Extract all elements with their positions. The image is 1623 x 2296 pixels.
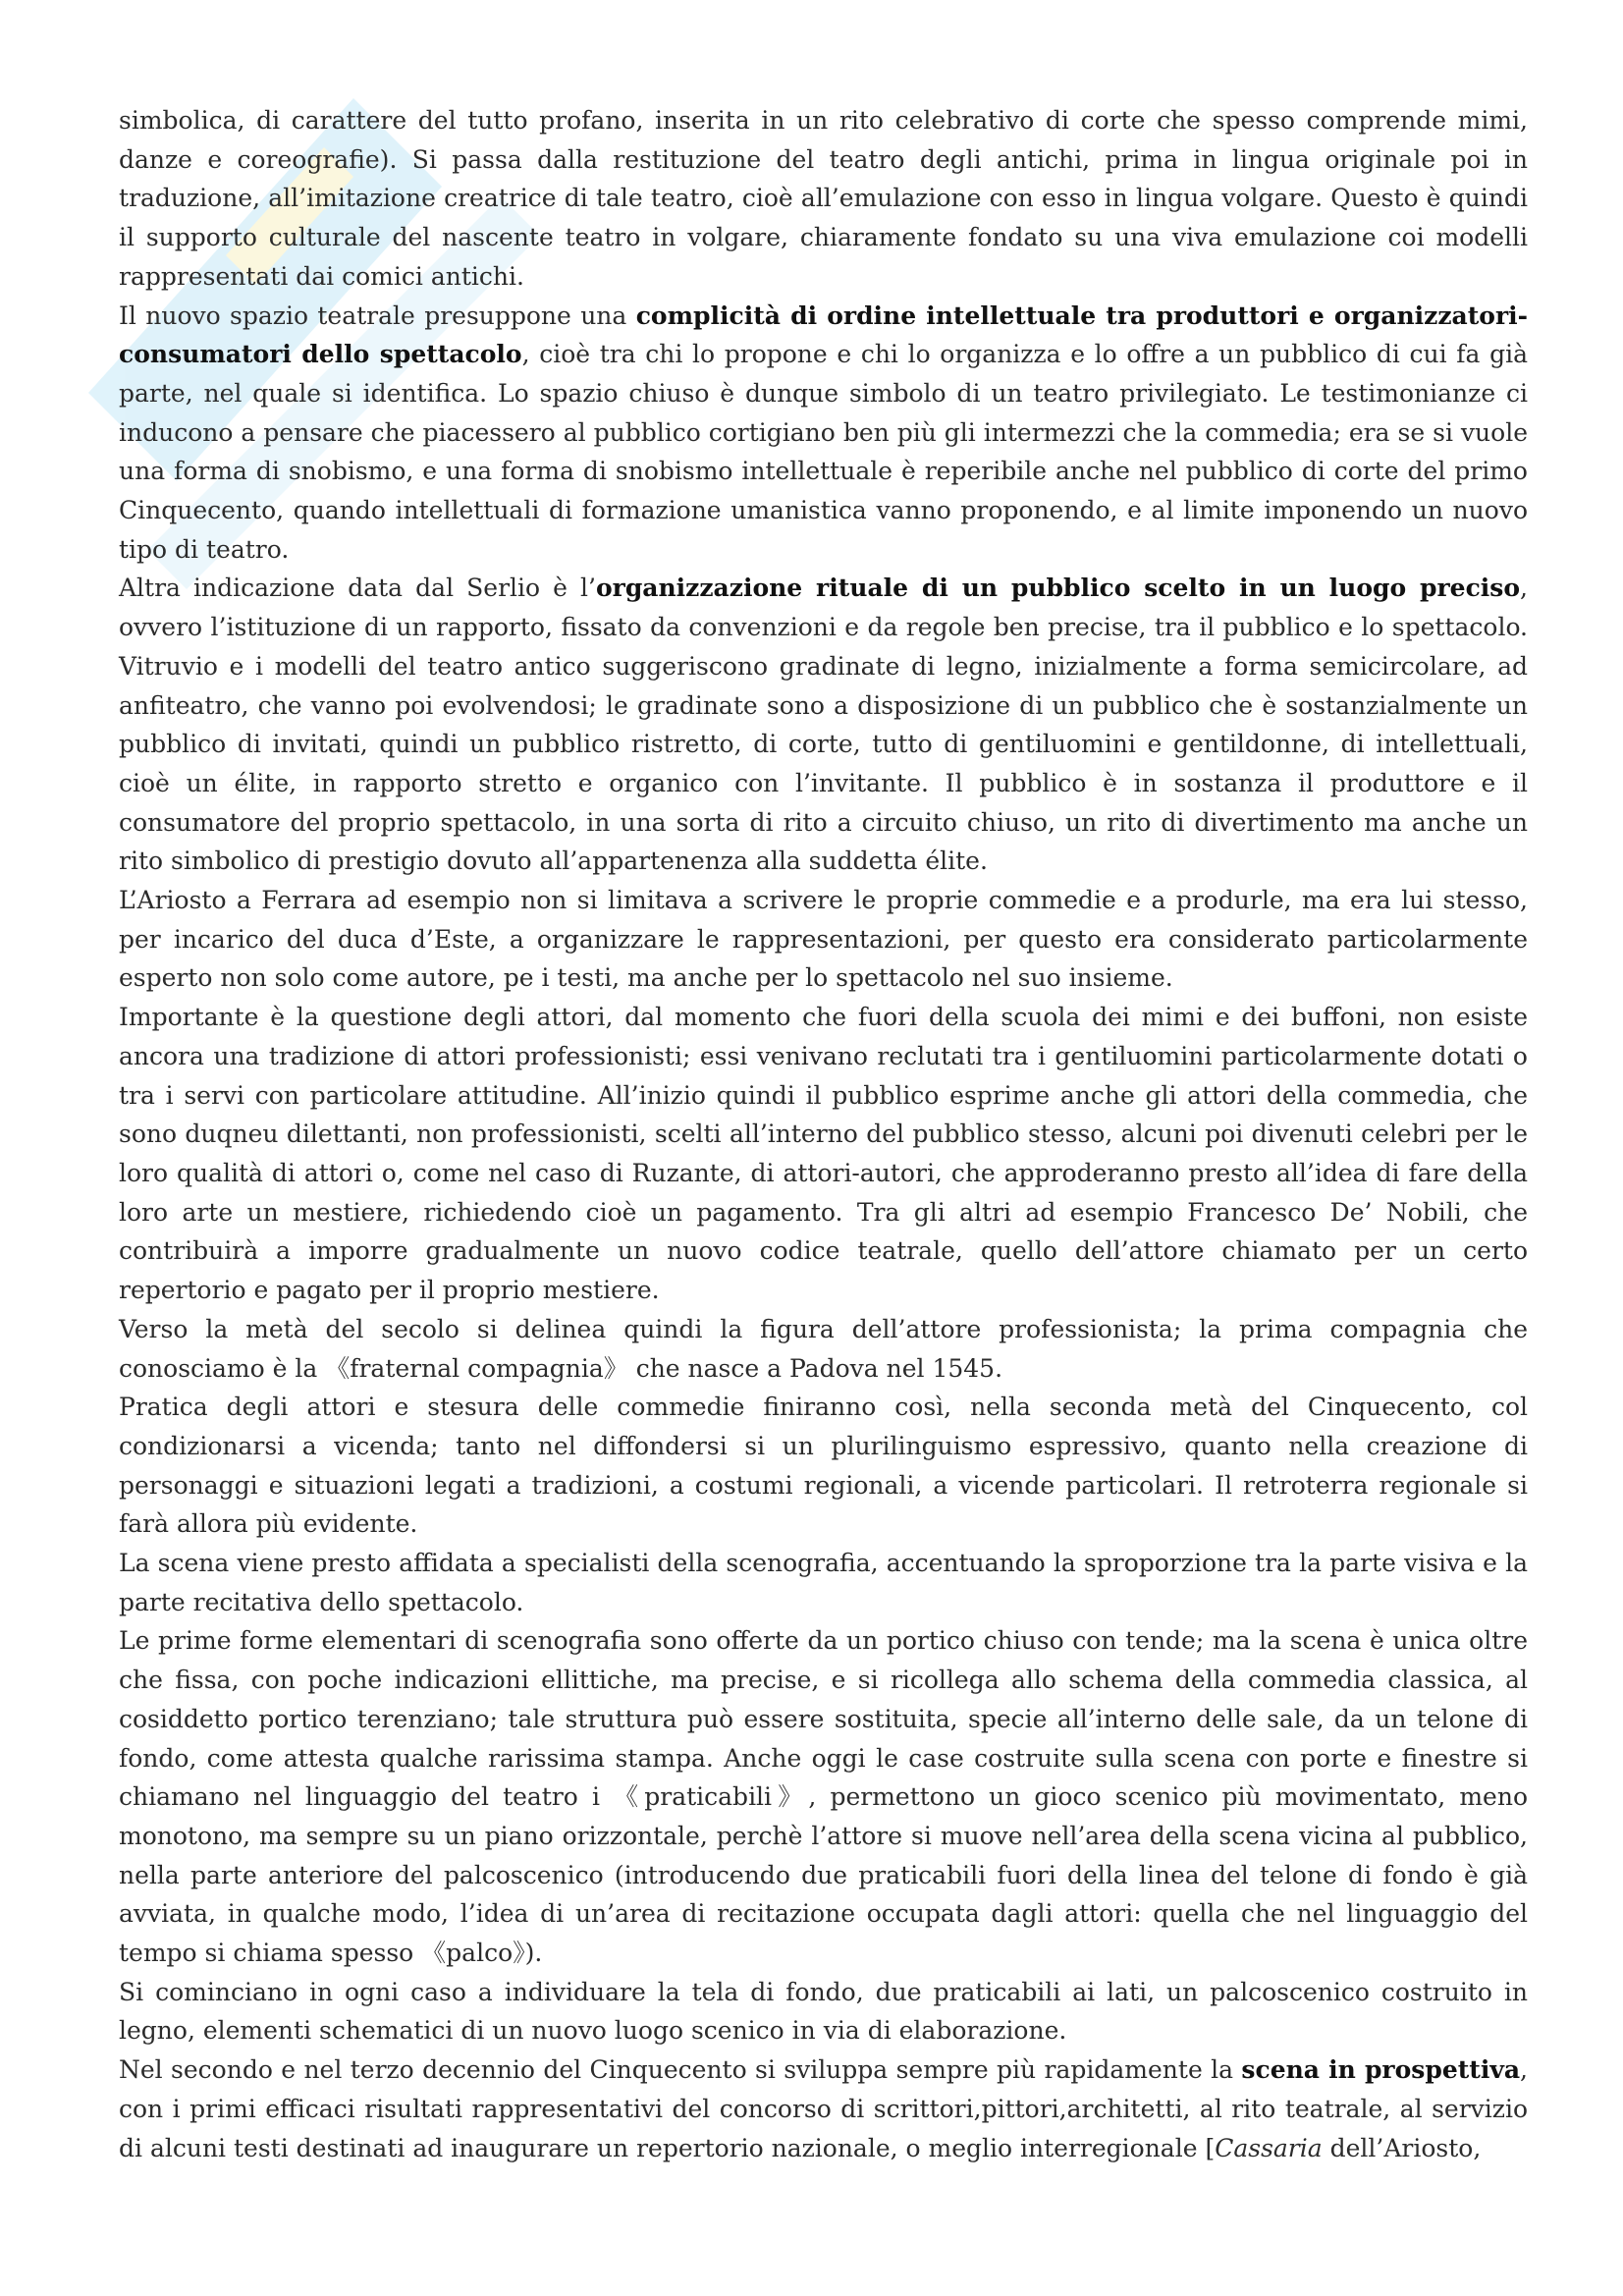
bold-text: complicità di ordine intellettuale tra produttori e organizzatori-consumatori dello spettacolo	[119, 301, 1528, 369]
text-run: Altra indicazione data dal Serlio è l’	[119, 574, 596, 603]
text-run: Nel secondo e nel terzo decennio del Cinquecento si sviluppa sempre più rapidamente la	[119, 2055, 1242, 2085]
text-run: L’Ariosto a Ferrara ad esempio non si limitava a scrivere le proprie commedie e a produrle, ma era lui stesso, per incarico del duca d’Este, a organizzare le rappresentazioni, per questo era considerato particolarmente esperto non solo come autore, pe i testi, ma anche per lo spettacolo nel suo insieme.	[119, 886, 1528, 993]
bold-text: scena in prospettiva	[1241, 2055, 1521, 2085]
text-run: Pratica degli attori e stesura delle commedie finiranno così, nella seconda metà del Cinquecento, col condizionarsi a vicenda; tanto nel diffondersi si un plurilinguismo espressivo, quanto nella creazione di personaggi e situazioni legati a tradizioni, a costumi regionali, a vicende particolari. Il retroterra regionale si farà allora più evidente.	[119, 1393, 1528, 1539]
paragraph	[119, 881, 1528, 998]
bold-text: organizzazione rituale di un pubblico scelto in un luogo preciso	[595, 574, 1521, 603]
paragraph	[119, 569, 1528, 881]
paragraph	[119, 1621, 1528, 1972]
text-run: dell’Ariosto,	[1322, 2133, 1482, 2162]
text-run: simbolica, di carattere del tutto profano, inserita in un rito celebrativo di corte che spesso comprende mimi, danze e coreografie). Si passa dalla restituzione del teatro degli antichi, prima in lingua originale poi in traduzione, all’imitazione creatrice di tale teatro, cioè all’emulazione con esso in lingua volgare. Questo è quindi il supporto culturale del nascente teatro in volgare, chiaramente fondato su una viva emulazione coi modelli rappresentati dai comici antichi.	[119, 106, 1528, 291]
paragraph	[119, 1973, 1528, 2050]
text-run: , cioè tra chi lo propone e chi lo organizza e lo offre a un pubblico di cui fa già parte, nel quale si identifica. Lo spazio chiuso è dunque simbolo di un teatro privilegiato. Le testimonianze ci inducono a pensare che piacessero al pubblico cortigiano ben più gli intermezzi che la commedia; era se si vuole una forma di snobismo, e una forma di snobismo intellettuale è reperibile anche nel pubblico di corte del primo Cinquecento, quando intellettuali di formazione umanistica vanno proponendo, e al limite imponendo un nuovo tipo di teatro.	[119, 340, 1529, 564]
paragraph	[119, 297, 1528, 570]
text-run: Importante è la questione degli attori, dal momento che fuori della scuola dei mimi e dei buffoni, non esiste ancora una tradizione di attori professionisti; essi venivano reclutati tra i gentiluomini particolarmente dotati o tra i servi con particolare attitudine. All’inizio quindi il pubblico esprime anche gli attori della commedia, che sono duqneu dilettanti, non professionisti, scelti all’interno del pubblico stesso, alcuni poi divenuti celebri per le loro qualità di attori o, come nel caso di Ruzante, di attori-autori, che approderanno presto all’idea di fare della loro arte un mestiere, richiedendo cioè un pagamento. Tra gli altri ad esempio Francesco De’ Nobili, che contribuirà a imporre gradualmente un nuovo codice teatrale, quello dell’attore chiamato per un certo repertorio e pagato per il proprio mestiere.	[119, 1003, 1528, 1305]
paragraph	[119, 2050, 1528, 2167]
paragraph	[119, 1544, 1528, 1621]
text-run: Verso la metà del secolo si delinea quindi la figura dell’attore professionista; la prima compagnia che conosciamo è la 《fraternal compagnia》 che nasce a Padova nel 1545.	[119, 1314, 1528, 1383]
text-run: La scena viene presto affidata a specialisti della scenografia, accentuando la sproporzione tra la parte visiva e la parte recitativa dello spettacolo.	[119, 1549, 1528, 1616]
paragraph	[119, 101, 1528, 297]
text-run: Le prime forme elementari di scenografia sono offerte da un portico chiuso con tende; ma la scena è unica oltre che fissa, con poche indicazioni ellittiche, ma precise, e si ricollega allo schema della commedia classica, al cosiddetto portico terenziano; tale struttura può essere sostituita, specie all’interno delle sale, da un telone di fondo, come attesta qualche rarissima stampa. Anche oggi le case costruite sulla scena con porte e finestre si chiamano nel linguaggio del teatro i 《praticabili》, permettono un gioco scenico più movimentato, meno monotono, ma sempre su un piano orizzontale, perchè l’attore si muove nell’area della scena vicina al pubblico, nella parte anteriore del palcoscenico (introducendo due praticabili fuori della linea del telone di fondo è già avviata, in qualche modo, l’idea di un’area di recitazione occupata dagli attori: quella che nel linguaggio del tempo si chiama spesso 《palco》).	[119, 1626, 1528, 1968]
paragraph	[119, 1388, 1528, 1544]
text-run: Il nuovo spazio teatrale presuppone una	[119, 301, 636, 330]
paragraph	[119, 998, 1528, 1310]
italic-text: Cassaria	[1215, 2133, 1323, 2162]
text-run: , ovvero l’istituzione di un rapporto, fissato da convenzioni e da regole ben precise, tra il pubblico e lo spettacolo. Vitruvio e i modelli del teatro antico suggeriscono gradinate di legno, inizialmente a forma semicircolare, ad anfiteatro, che vanno poi evolvendosi; le gradinate sono a disposizione di un pubblico che è sostanzialmente un pubblico di invitati, quindi un pubblico ristretto, di corte, tutto di gentiluomini e gentildonne, di intellettuali, cioè un élite, in rapporto stretto e organico con l’invitante. Il pubblico è in sostanza il produttore e il consumatore del proprio spettacolo, in una sorta di rito a circuito chiuso, un rito di divertimento ma anche un rito simbolico di prestigio dovuto all’appartenenza alla suddetta élite.	[119, 574, 1528, 876]
text-run: , con i primi efficaci risultati rappresentativi del concorso di scrittori,pittori,architetti, al rito teatrale, al servizio di alcuni testi destinati ad inaugurare un repertorio nazionale, o meglio interregionale [	[119, 2055, 1528, 2162]
text-run: Si cominciano in ogni caso a individuare la tela di fondo, due praticabili ai lati, un palcoscenico costruito in legno, elementi schematici di un nuovo luogo scenico in via di elaborazione.	[119, 1977, 1528, 2046]
document-body	[119, 101, 1528, 2167]
paragraph	[119, 1310, 1528, 1388]
